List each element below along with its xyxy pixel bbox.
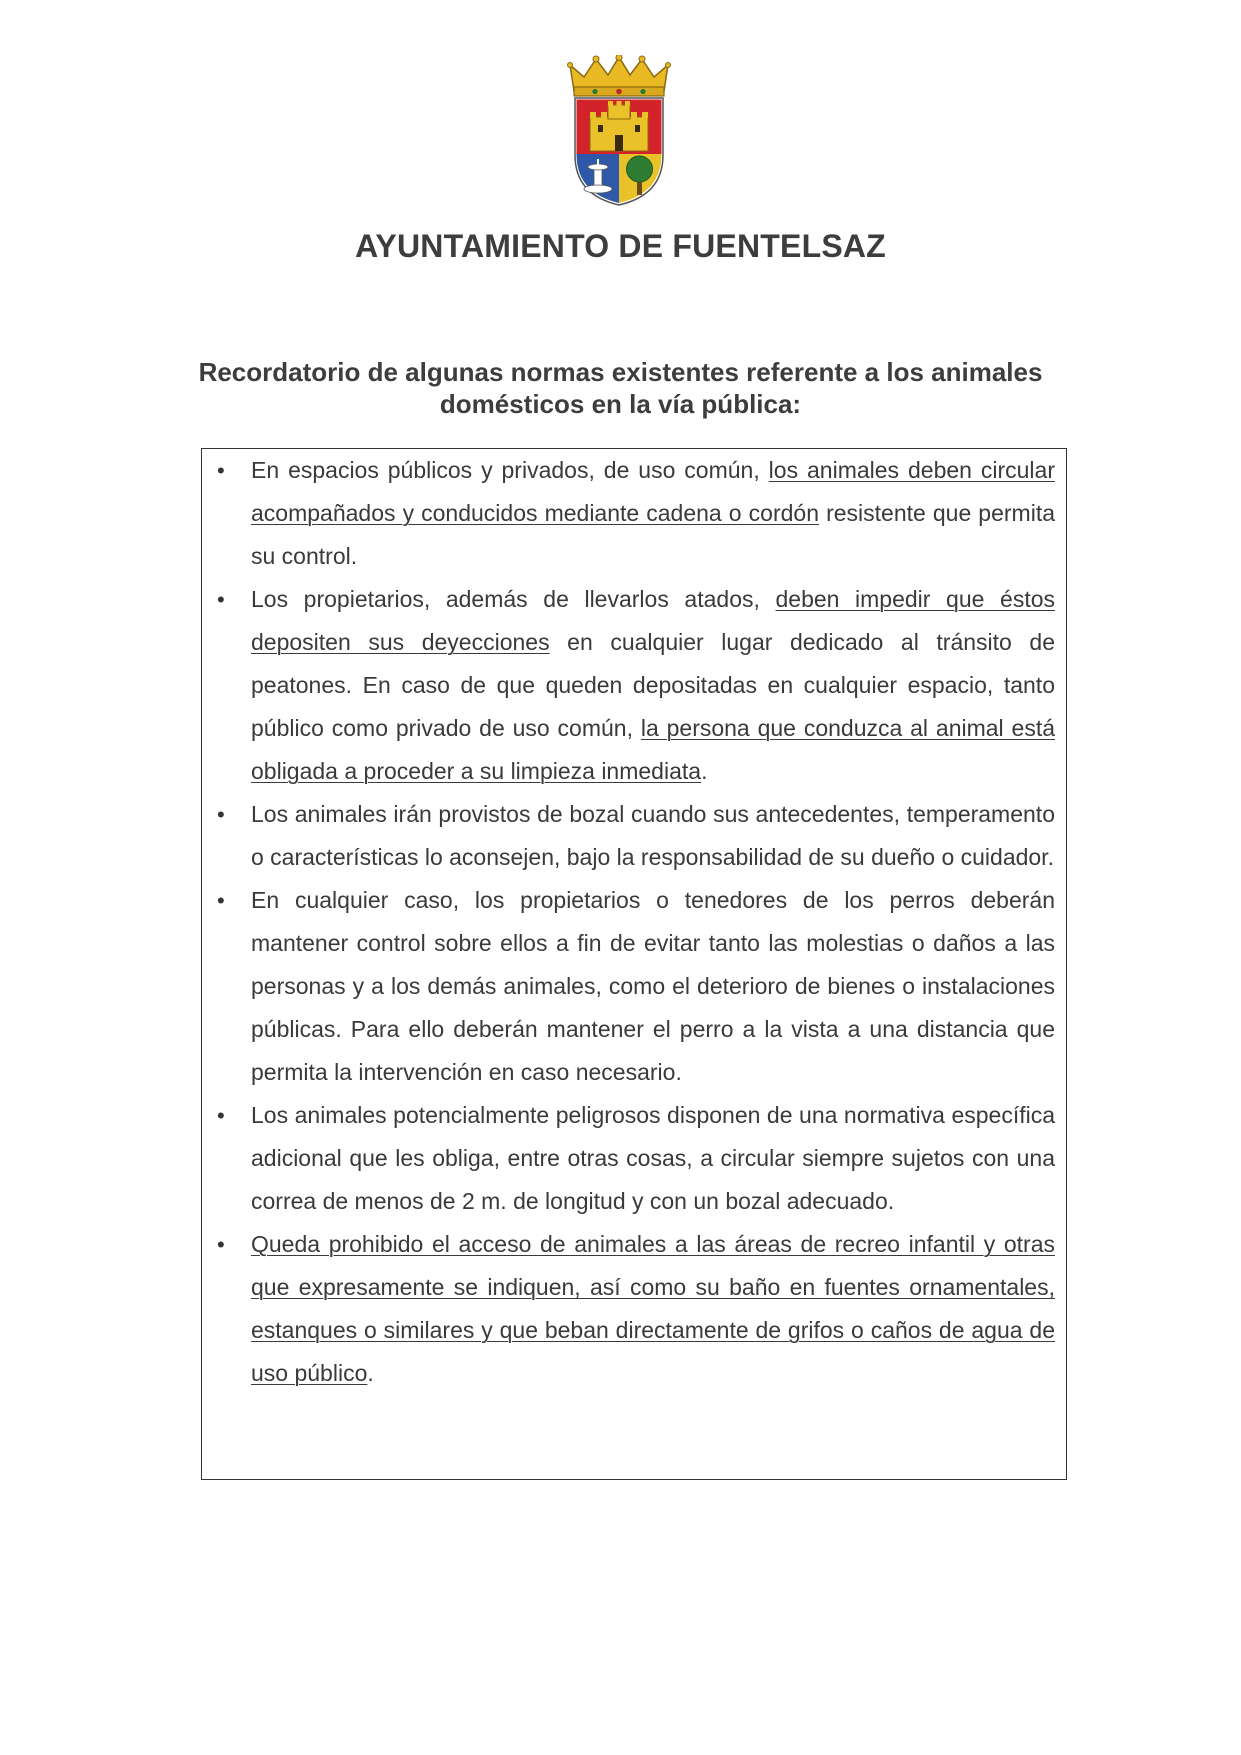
bullet-icon: • <box>217 458 225 483</box>
bullet-icon: • <box>217 888 225 913</box>
rule-item <box>202 449 1066 578</box>
rule-text: . <box>367 1360 374 1386</box>
rule-item <box>202 578 1066 793</box>
rule-text: En espacios públicos y privados, de uso común, <box>251 457 769 483</box>
rules-box <box>201 448 1067 1480</box>
rule-text: en cualquier lugar dedicado al tránsito de peatones. En caso de que queden depositadas en cualquier espacio, tanto público como privado de uso común, <box>251 629 1056 741</box>
bullet-icon: • <box>217 1232 225 1257</box>
rule-text-underlined: Queda prohibido el acceso de animales a las áreas de recreo infantil y otras que expresamente se indiquen, así como su baño en fuentes ornamentales, estanques o similares y que beban directamente de grifos o caños de agua de uso público <box>251 1231 1055 1386</box>
rule-text: Los animales irán provistos de bozal cuando sus antecedentes, temperamento o características lo aconsejen, bajo la responsabilidad de su dueño o cuidador. <box>251 801 1055 870</box>
rule-text: Los animales potencialmente peligrosos disponen de una normativa específica adicional que les obliga, entre otras cosas, a circular siempre sujetos con una correa de menos de 2 m. de longitud y con un bozal adecuado. <box>251 1102 1055 1214</box>
rule-item <box>202 1094 1066 1223</box>
shield-icon <box>575 98 663 205</box>
rule-text: Los propietarios, además de llevarlos atados, <box>251 586 776 612</box>
bullet-icon: • <box>217 587 225 612</box>
page-title: AYUNTAMIENTO DE FUENTELSAZ <box>355 228 886 264</box>
rule-item <box>202 793 1066 879</box>
bullet-icon: • <box>217 1103 225 1128</box>
notice-heading: Recordatorio de algunas normas existentes referente a los animales domésticos en la vía pública: <box>198 357 1043 419</box>
rule-text: . <box>701 758 708 784</box>
rule-text: resistente que permita su control. <box>251 500 1056 569</box>
rule-item <box>202 1223 1066 1395</box>
rule-item <box>202 879 1066 1094</box>
rule-text-underlined: los animales deben circular acompañados y conducidos mediante cadena o cordón <box>251 457 1055 526</box>
bullet-icon: • <box>217 802 225 827</box>
rule-text-underlined: la persona que conduzca al animal está obligada a proceder a su limpieza inmediata <box>251 715 1055 784</box>
rule-text-underlined: deben impedir que éstos depositen sus deyecciones <box>251 586 1056 655</box>
crown-icon <box>568 55 671 96</box>
coat-of-arms-emblem <box>560 55 678 207</box>
rules-list <box>202 449 1066 1395</box>
rule-text: En cualquier caso, los propietarios o tenedores de los perros deberán mantener control sobre ellos a fin de evitar tanto las molestias o daños a las personas y a los demás animales, como el deterioro de bienes o instalaciones públicas. Para ello deberán mantener el perro a la vista a una distancia que permita la intervención en caso necesario. <box>251 887 1055 1085</box>
